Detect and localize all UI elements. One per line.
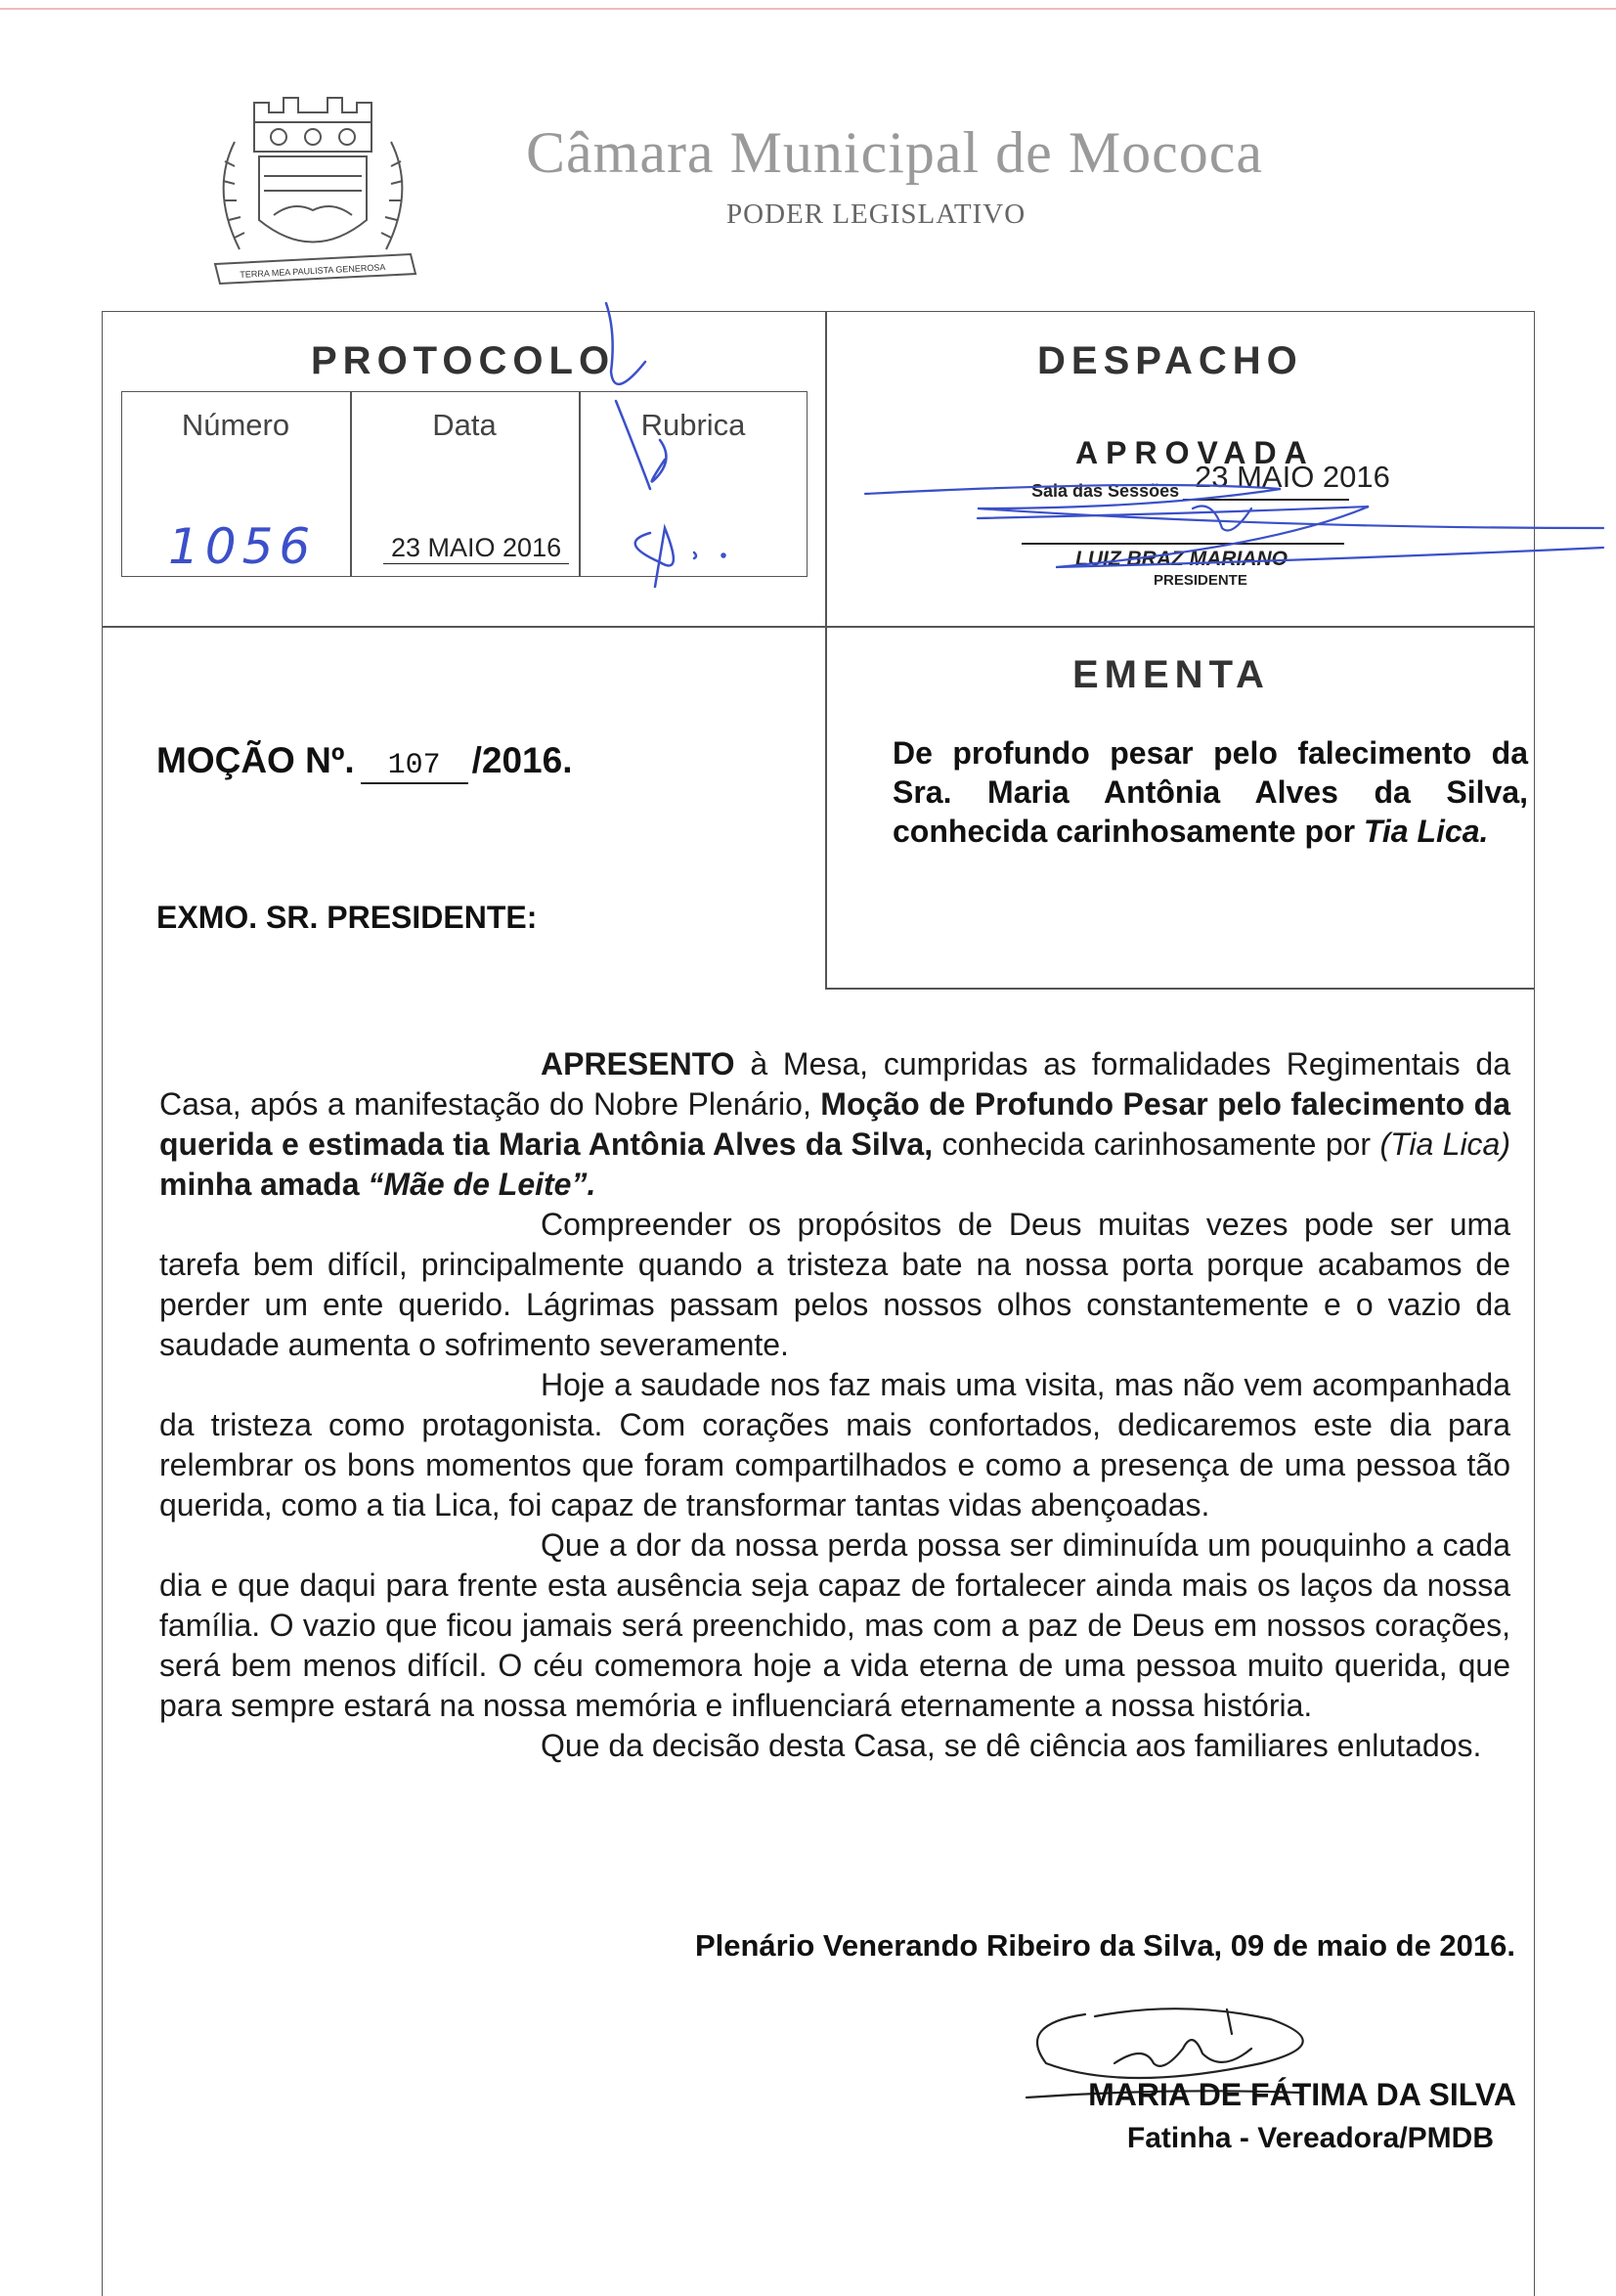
protocolo-title: PROTOCOLO <box>311 339 616 382</box>
body-p1-text-a: à Mesa, cumpridas as formalidades Regimentais da Casa, após a manifestação do Nobre Plenário, <box>159 1046 1510 1122</box>
ementa-title: EMENTA <box>1072 653 1270 696</box>
mocao-number-line <box>156 740 573 784</box>
org-subtitle: PODER LEGISLATIVO <box>726 199 1026 230</box>
mocao-suffix: /2016. <box>471 740 573 780</box>
signer-name: MARIA DE FÁTIMA DA SILVA <box>1088 2077 1516 2112</box>
body-p1-text-c: conhecida carinhosamente por <box>933 1126 1380 1162</box>
top-rule <box>0 8 1616 10</box>
salutation: EXMO. SR. PRESIDENTE: <box>156 900 538 935</box>
stamp-name: LUIZ BRAZ MARIANO <box>1075 548 1288 570</box>
stamp-date: 23 MAIO 2016 <box>1195 460 1390 494</box>
despacho-signature <box>860 469 1616 596</box>
stamp-approved: APROVADA <box>1075 435 1315 470</box>
frame-divider-horizontal <box>102 626 1535 628</box>
body-p1-bold-start: APRESENTO <box>541 1046 735 1082</box>
protocolo-numero-label: Número <box>181 408 290 442</box>
ementa-text-italic: Tia Lica. <box>1363 814 1489 849</box>
body-text <box>159 1044 1510 1766</box>
municipal-crest-icon <box>196 83 430 303</box>
protocolo-data-value: 23 MAIO 2016 <box>383 533 569 564</box>
protocolo-numero-value: 1056 <box>168 518 317 575</box>
body-paragraph-4: Que a dor da nossa perda possa ser diminuída um pouquinho a cada dia e que daqui para frente esta ausência seja capaz de fortalecer ainda mais os laços da nossa família. O vazio que ficou jamais será preenchido, mas com a paz de Deus em nossos corações, será bem menos difícil. O céu comemora hoje a vida eterna de uma pessoa muito querida, que para sempre estará na nossa memória e influenciará eternamente a nossa história. <box>159 1527 1510 1723</box>
place-date: Plenário Venerando Ribeiro da Silva, 09 de maio de 2016. <box>694 1928 1515 1963</box>
body-p1-bold-b: Moção de Profundo Pesar pelo falecimento da querida e estimada tia Maria Antônia Alves da Silva, <box>159 1086 1511 1162</box>
body-paragraph-2: Compreender os propósitos de Deus muitas vezes pode ser uma tarefa bem difícil, principalmente quando a tristeza bate na nossa porta porque acabamos de perder um ente querido. Lágrimas passam pelos nossos olhos constantemente e o vazio da saudade aumenta o sofrimento severamente. <box>159 1207 1510 1362</box>
body-p1-bold-e: minha amada <box>159 1167 369 1202</box>
stamp-session-label: Sala das Sessões <box>1031 481 1180 501</box>
mocao-prefix: MOÇÃO Nº. <box>156 740 355 780</box>
protocolo-data-label: Data <box>432 408 497 442</box>
org-title: Câmara Municipal de Mococa <box>526 120 1264 185</box>
stamp-role: PRESIDENTE <box>1154 572 1247 589</box>
rubrica-signature <box>577 293 772 631</box>
ementa-text-main: De profundo pesar pelo falecimento da Sra. Maria Antônia Alves da Silva, conhecida carinhosamente por <box>893 735 1528 849</box>
protocolo-rubrica-label: Rubrica <box>640 408 746 442</box>
body-paragraph-5: Que da decisão desta Casa, se dê ciência aos familiares enlutados. <box>541 1728 1482 1763</box>
ementa-box-bottom <box>825 988 1535 990</box>
mocao-number: 107 <box>361 749 468 784</box>
body-paragraph-1 <box>159 1044 1510 1205</box>
despacho-title: DESPACHO <box>1037 339 1303 382</box>
body-p1-bold-italic-f: “Mãe de Leite”. <box>368 1167 596 1202</box>
frame-divider-vertical <box>825 311 827 989</box>
ementa-text <box>893 733 1528 851</box>
crest-motto: TERRA MEA PAULISTA GENEROSA <box>240 262 386 280</box>
body-p1-italic-d: (Tia Lica) <box>1379 1126 1510 1162</box>
signer-role: Fatinha - Vereadora/PMDB <box>1126 2122 1494 2154</box>
body-paragraph-3: Hoje a saudade nos faz mais uma visita, mas não vem acompanhada da tristeza como protagonista. Com corações mais confortados, dedicaremos este dia para relembrar os bons momentos que foram compartilhados e como a presença de uma pessoa tão querida, como a tia Lica, foi capaz de transformar tantas vidas abençoadas. <box>159 1367 1510 1523</box>
